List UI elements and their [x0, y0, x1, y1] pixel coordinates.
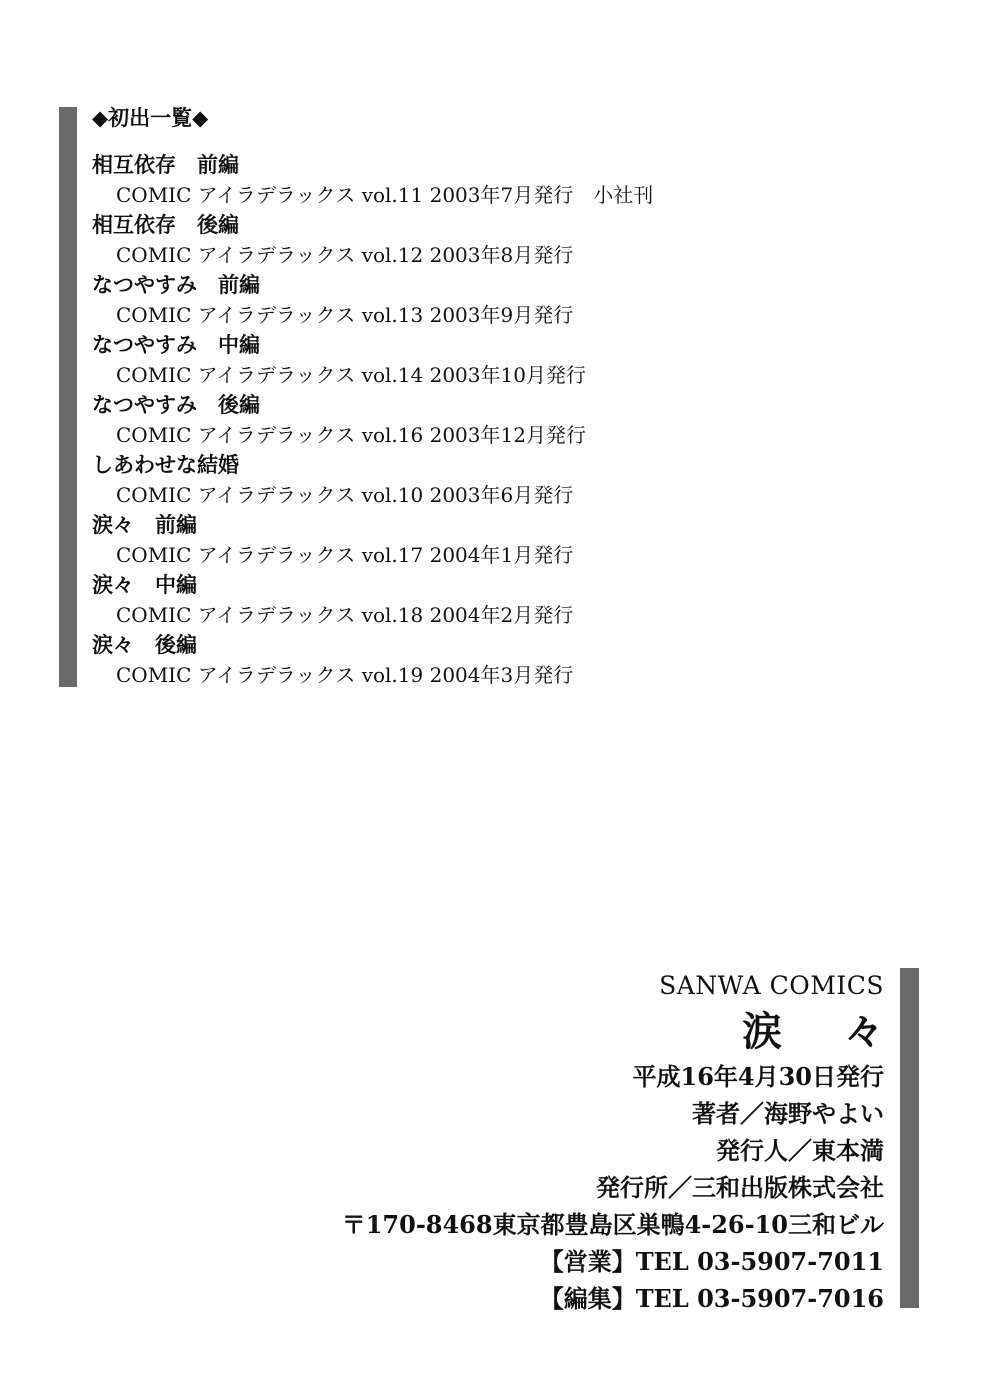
list-item: [92, 570, 952, 630]
list-item: [92, 330, 952, 390]
series-name: SANWA COMICS: [659, 971, 884, 1000]
entry-detail: COMIC アイラデラックス vol.13 2003年9月発行: [116, 303, 574, 327]
entry-title: なつやすみ 中編: [92, 333, 260, 357]
entry-detail: COMIC アイラデラックス vol.17 2004年1月発行: [116, 543, 574, 567]
first-publication-list: [92, 100, 952, 690]
list-item: [92, 270, 952, 330]
list-item: [92, 450, 952, 510]
entry-title: 相互依存 後編: [92, 213, 239, 237]
first-publication-heading: ◆初出一覧◆: [92, 106, 209, 130]
entry-title: 相互依存 前編: [92, 153, 239, 177]
editorial-tel-line: 【編集】TEL 03-5907-7016: [539, 1284, 884, 1313]
left-accent-bar: [59, 107, 77, 687]
entry-detail: COMIC アイラデラックス vol.19 2004年3月発行: [116, 663, 574, 687]
list-item: [92, 150, 952, 210]
publisher-company-line: 発行所／三和出版株式会社: [596, 1173, 884, 1202]
entry-detail: COMIC アイラデラックス vol.14 2003年10月発行: [116, 363, 586, 387]
entry-detail: COMIC アイラデラックス vol.12 2003年8月発行: [116, 243, 574, 267]
entry-detail: COMIC アイラデラックス vol.11 2003年7月発行 小社刊: [116, 183, 654, 207]
entry-title: 涙々 後編: [92, 633, 197, 657]
publisher-person-line: 発行人／東本満: [716, 1136, 884, 1165]
book-title: 涙々: [742, 1008, 946, 1055]
list-item: [92, 210, 952, 270]
entry-title: 涙々 前編: [92, 513, 197, 537]
entry-detail: COMIC アイラデラックス vol.16 2003年12月発行: [116, 423, 586, 447]
entry-title: しあわせな結婚: [92, 453, 239, 477]
entry-detail: COMIC アイラデラックス vol.18 2004年2月発行: [116, 603, 574, 627]
list-item: [92, 630, 952, 690]
entry-title: 涙々 中編: [92, 573, 197, 597]
publish-date: 平成16年4月30日発行: [632, 1062, 884, 1091]
address-line: 〒170-8468東京都豊島区巣鴨4-26-10三和ビル: [341, 1210, 884, 1239]
entry-title: なつやすみ 前編: [92, 273, 260, 297]
sales-tel-line: 【営業】TEL 03-5907-7011: [539, 1247, 884, 1276]
entry-detail: COMIC アイラデラックス vol.10 2003年6月発行: [116, 483, 574, 507]
list-item: [92, 390, 952, 450]
colophon: [284, 966, 946, 1317]
entry-title: なつやすみ 後編: [92, 393, 260, 417]
list-item: [92, 510, 952, 570]
author-line: 著者／海野やよい: [692, 1099, 884, 1128]
